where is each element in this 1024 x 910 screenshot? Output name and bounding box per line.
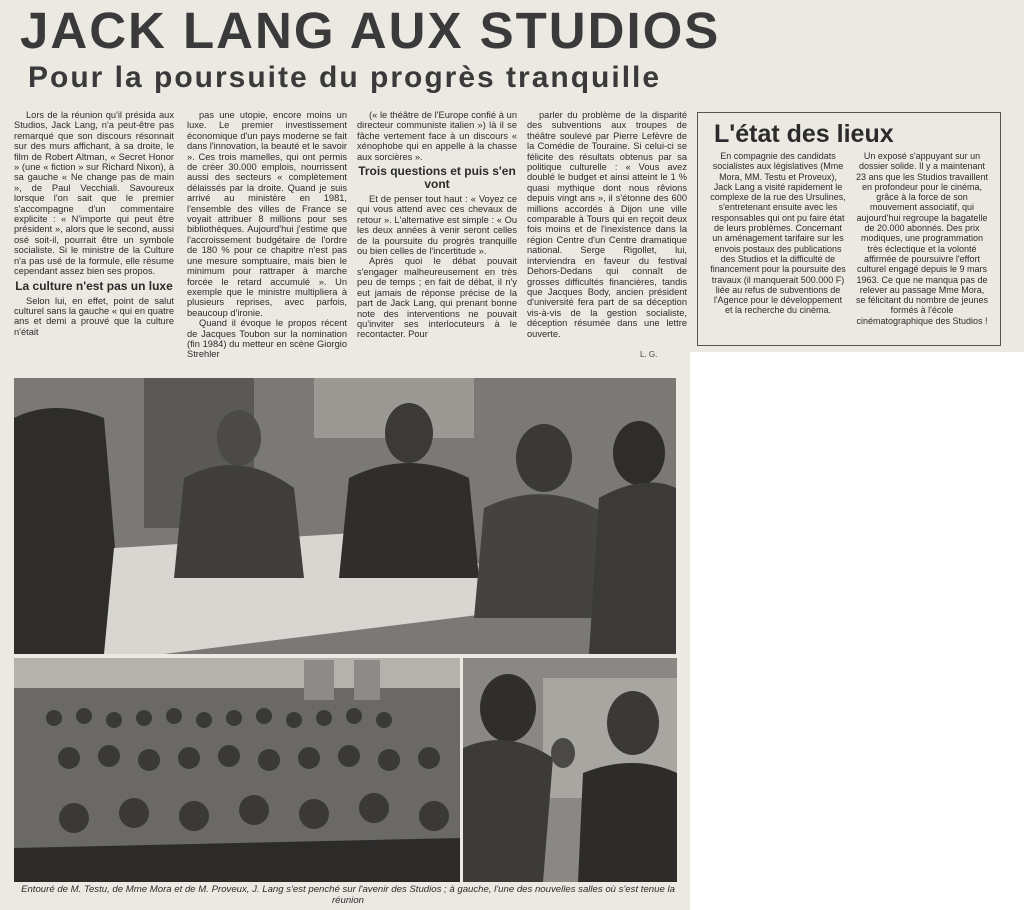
- sidebar-box: [697, 112, 1001, 346]
- photo-meeting-table: [14, 378, 676, 654]
- article-column-1: [14, 110, 174, 360]
- sidebar-column-2: Un exposé s'appuyant sur un dossier solide. Il y a maintenant 23 ans que les Studios travaillent en profondeur pour le cinéma, grâce à la force de son mouvement associatif, qui aujourd'hui regroupe la bagatelle de 20.000 abonnés. Des prix modiques, une programmation très éclectique et la volonté affirmée de poursuivre l'effort culturel engagé depuis le 9 mars 1963. Ce que ne manqua pas de relever au passage Mme Mora, se félicitant du nombre de jeunes formés à l'école cinématographique des Studios !: [855, 151, 989, 326]
- section-heading: Trois questions et puis s'en vont: [358, 164, 516, 192]
- photo-audience: [14, 658, 460, 882]
- headline: JACK LANG AUX STUDIOS: [20, 2, 721, 59]
- paragraph: pas une utopie, encore moins un luxe. Le premier investissement économique d'un pays moderne se fait dans l'innovation, la beauté et le savoir ». Ces trois mamelles, qui ont permis de créer 30.000 emplois, nourrissent aussi des secteurs « complètement délaissés par la droite. Quand je suis arrivé au ministère en 1981, l'ensemble des villes de France se voyait attribuer 8 millions pour ses bibliothèques. Aujourd'hui j'estime que l'accroissement budgétaire de l'ordre de 180 % pour ce chapitre n'est pas une mesure somptuaire, mais bien le minimum pour rattraper à marche forcée le retard accumulé ». Un exemple que le ministre multipliera à plusieurs reprises, avec parfois, beaucoup d'ironie.: [187, 110, 347, 318]
- paragraph: parler du problème de la disparité des subventions aux troupes de théâtre soulevé par Pierre Lefèvre de la Comédie de Touraine. Si celui-ci se félicite des résultats obtenus par sa politique culturelle : « Vous avez doublé le budget et ainsi atteint le 1 % quasi mythique dont nous rêvions depuis vingt ans », il s'étonne des 600 millions accordés à Dijon une ville comparable à Tours qui en reçoit deux fois moins et de l'inexistence dans la région Centre d'un Centre dramatique national. Serge Rigollet, lui, interviendra en faveur du festival Dehors-Dedans qui connaît de grosses difficultés financières, tandis que Jacques Body, ancien président d'université fera part de sa déception vis-à-vis de la gestion socialiste, déception résumée dans une lettre ouverte.: [527, 110, 687, 339]
- photo-conversation-image: [463, 658, 677, 882]
- sidebar-title: L'état des lieux: [714, 120, 894, 148]
- author-signature: L. G.: [640, 350, 658, 359]
- section-heading: La culture n'est pas un luxe: [15, 278, 173, 293]
- paragraph: Et de penser tout haut : « Voyez ce qui vous attend avec ces chevaux de retour ». L'alternative est simple : « Ou les deux années à venir seront celles de la poursuite du progrès tranquille ou bien celles de l'incertitude ».: [357, 194, 517, 257]
- paragraph: Lors de la réunion qu'il présida aux Studios, Jack Lang, n'a peut-être pas remarqué que son discours résonnait sur des murs affichant, à sa droite, le film de Robert Altman, « Secret Honor » (une « fiction » sur Richard Nixon), à sa gauche « Ne change pas de main », de Paul Vecchiali. Savoureux lorsque l'on sait que le premier s'accompagne d'un commentaire explicite : « N'importe qui peut être président », alors que le second, aussi osé soit-il, pourrait être un symbole socialiste. Si le ministre de la Culture n'a pas usé de la formule, elle résume cependant assez bien ses propos.: [14, 110, 174, 277]
- sidebar-column-1: En compagnie des candidats socialistes aux législatives (Mme Mora, MM. Testu et Proveux), Jack Lang a visité rapidement le complexe de la rue des Ursulines, s'entretenant ensuite avec les responsables qui ont pu faire état de leurs problèmes. Concernant un aménagement tarifaire sur les envois postaux des publications des Studios et la difficulté de financement pour la poursuite des travaux (il manquerait 500.000 F) liée au refus de subventions de l'Agence pour le développement et la recherche du cinéma.: [710, 151, 846, 316]
- subheadline: Pour la poursuite du progrès tranquille: [28, 61, 662, 94]
- paragraph: Selon lui, en effet, point de salut culturel sans la gauche « qui en quatre ans et demi a prouvé que la culture n'était: [14, 295, 174, 337]
- photo-caption: Entouré de M. Testu, de Mme Mora et de M. Proveux, J. Lang s'est penché sur l'avenir des Studios ; à gauche, l'une des nouvelles salles où s'est tenue la réunion: [21, 884, 675, 906]
- photo-meeting-table-image: [14, 378, 676, 654]
- article-column-3: [357, 110, 517, 360]
- photo-conversation: [463, 658, 677, 882]
- paragraph: Quand il évoque le propos récent de Jacques Toubon sur la nomination (fin 1984) du metteur en scène Giorgio Strehler: [187, 318, 347, 360]
- article-column-4: [527, 110, 687, 360]
- paragraph: (« le théâtre de l'Europe confié à un directeur communiste italien ») là il se fâche vertement face à un discours « xénophobe qui en appelle à la chasse aux sorcières ».: [357, 110, 517, 162]
- paragraph: Après quoi le débat pouvait s'engager malheureusement en très peu de temps ; en fait de débat, il n'y eut jamais de réponse précise de la part de Jack Lang, qui prenant bonne note des interventions ne pouvait qu'inviter ses interlocuteurs à le recontacter. Pour: [357, 256, 517, 340]
- photo-audience-image: [14, 658, 460, 882]
- article-column-2: [187, 110, 347, 360]
